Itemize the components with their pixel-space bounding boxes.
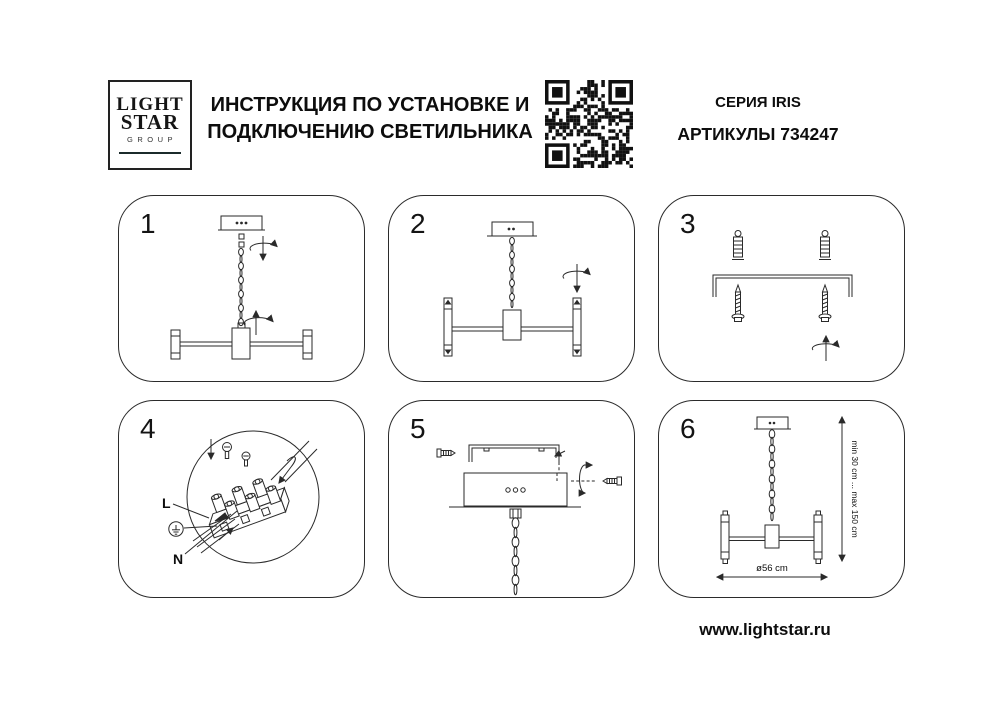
ceiling-canopy [487,222,537,236]
diagram-step-2 [389,196,633,380]
dimension-horizontal [717,563,827,577]
page-title [205,92,535,146]
step-number-5: 5 [410,413,426,444]
ceiling-plate [754,417,791,429]
label-neutral: N [173,551,184,567]
rotate-icon [580,465,593,493]
step-number-3: 3 [680,208,696,239]
terminal-block [200,472,292,538]
logo-text-light: LIGHT [116,94,184,115]
terminal-screw-2 [242,452,250,466]
step-number-1: 1 [140,208,156,239]
lamp-tube-left [444,298,452,356]
step-panel-4 [118,400,365,598]
label-live: L [162,495,171,511]
flag-green [119,147,140,152]
wall-anchor-right [819,231,831,260]
step-number-2: 2 [410,208,426,239]
dimension-vertical-label: min 30 cm ... max 150 cm [850,440,860,538]
lamp-tube-right [573,298,581,356]
mounting-bracket [713,275,852,297]
step-panel-1 [118,195,365,382]
rotate-icon [563,264,590,292]
ceiling-canopy [449,473,581,507]
chandelier-body [721,511,822,564]
logo-flag-stripe [119,147,181,154]
title-line-1: ИНСТРУКЦИЯ ПО УСТАНОВКЕ И [210,94,530,116]
chandelier-body [171,323,312,359]
ground-icon [169,522,183,536]
mounting-bracket [469,445,565,462]
terminal-screw-1 [223,443,232,459]
diagram-step-1 [119,196,363,380]
wall-anchor-left [732,231,744,260]
lamp-tube-right [814,511,822,564]
ceiling-plate [218,216,265,230]
website-url: www.lightstar.ru [699,620,831,639]
logo-text-group: GROUP [126,135,177,144]
dimension-vertical [842,417,860,561]
flag-red [160,147,181,152]
qr-code [545,80,633,168]
screw-right [819,285,831,322]
leader-l [173,504,209,518]
diagram-step-6 [659,401,903,596]
articles-label: АРТИКУЛЫ 734247 [677,124,839,144]
diagram-step-3 [659,196,903,380]
lamp-tube-left [721,511,729,564]
alignment-dash-notch [557,473,567,481]
screw-right [603,477,622,485]
dimension-horizontal-label: ø56 cm [756,563,788,574]
screw-left [732,285,744,322]
diagram-step-5 [389,401,633,596]
step-panel-5 [388,400,635,598]
chain-and-rod [510,509,521,595]
title-line-2: ПОДКЛЮЧЕНИЮ СВЕТИЛЬНИКА [207,121,533,143]
rotate-icon-top [250,236,277,260]
series-label: СЕРИЯ IRIS [715,94,801,111]
step-panel-2 [388,195,635,382]
logo-text-star: STAR [120,110,180,134]
step-panel-6 [658,400,905,598]
rotate-icon [812,336,839,361]
hanging-chain [510,237,515,307]
lightstar-logo [108,80,192,170]
step-number-4: 4 [140,413,156,444]
step-number-6: 6 [680,413,696,444]
hanging-chain [769,430,775,521]
flag-white [140,147,161,152]
screw-left [437,449,455,457]
hanging-chain [239,248,244,325]
step-panel-3 [658,195,905,382]
series-article-block [660,94,856,145]
incoming-wires [271,441,317,483]
diagram-step-4 [119,401,363,596]
